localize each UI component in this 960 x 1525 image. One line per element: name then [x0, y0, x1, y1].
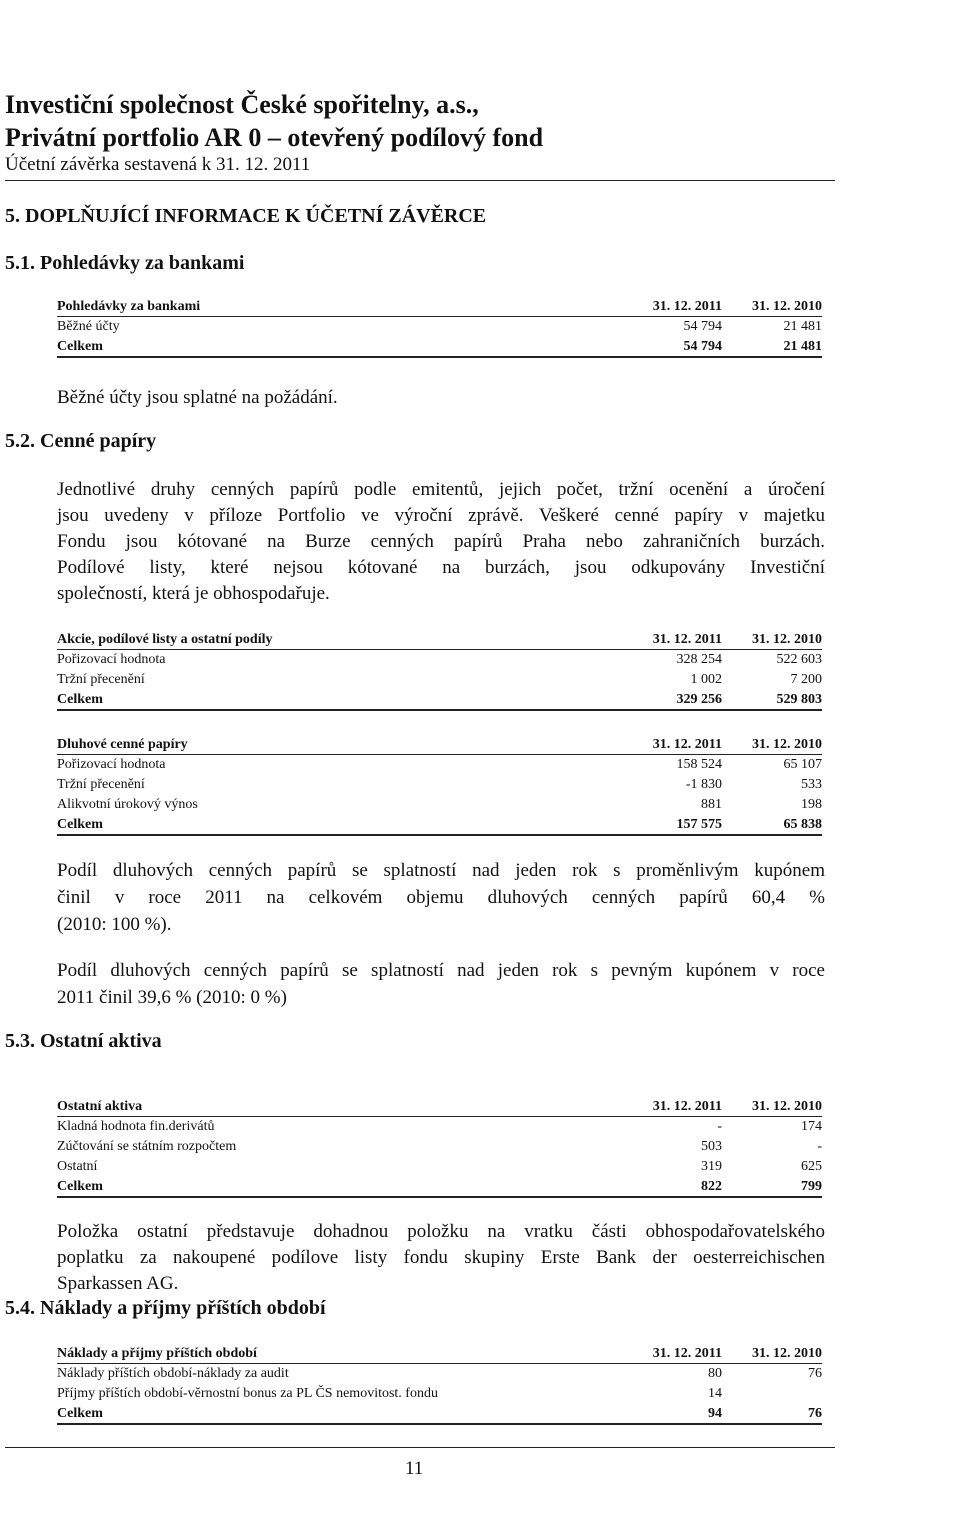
- table-cell: 157 575: [597, 815, 722, 836]
- table-cell: 158 524: [676, 757, 722, 772]
- section-5-title: 5. DOPLŇUJÍCÍ INFORMACE K ÚČETNÍ ZÁVĚRCE: [5, 205, 487, 227]
- fixed-coupon-paragraph: [57, 957, 825, 1011]
- table-row: [57, 317, 822, 337]
- paragraph-line: společností, která je obhospodařuje.: [57, 583, 330, 604]
- table-header-cell: 31. 12. 2011: [597, 297, 722, 317]
- table-header-cell: 31. 12. 2011: [597, 1344, 722, 1364]
- table-header-cell: 31. 12. 2010: [722, 297, 822, 317]
- table-cell: 54 794: [683, 319, 722, 334]
- table-header-cell: 31. 12. 2011: [597, 1097, 722, 1117]
- paragraph-line: Fondu jsou kótované na Burze cenných papírů Praha nebo zahraničních burzách.: [57, 531, 825, 552]
- paragraph-line: Sparkassen AG.: [57, 1273, 179, 1294]
- table-cell: Celkem: [57, 815, 597, 836]
- securities-paragraph: [57, 477, 825, 607]
- variable-coupon-paragraph: [57, 857, 825, 938]
- paragraph-line: Podíl dluhových cenných papírů se splatností nad jeden rok s proměnlivým kupónem: [57, 860, 825, 881]
- table-cell: 76: [808, 1366, 822, 1381]
- table-cell: 80: [708, 1366, 722, 1381]
- table-header-cell: 31. 12. 2011: [597, 630, 722, 650]
- paragraph-line: Podíl dluhových cenných papírů se splatností nad jeden rok s pevným kupónem v roce: [57, 960, 825, 981]
- table-row: [57, 1364, 822, 1384]
- table-cell: -: [817, 1139, 822, 1154]
- table-cell: Kladná hodnota fin.derivátů: [57, 1119, 215, 1134]
- table-row: [57, 755, 822, 775]
- table-cell: Běžné účty: [57, 319, 120, 334]
- equity-table: [57, 630, 822, 711]
- table-cell: 174: [801, 1119, 822, 1134]
- section-5-1-title: 5.1. Pohledávky za bankami: [5, 252, 245, 274]
- fund-title: Privátní portfolio AR 0 – otevřený podílový fond: [5, 123, 544, 152]
- header-rule: [5, 180, 835, 181]
- section-5-3-title: 5.3. Ostatní aktiva: [5, 1030, 162, 1052]
- table-cell: Pořizovací hodnota: [57, 652, 166, 667]
- table-cell: 503: [701, 1139, 722, 1154]
- table-cell: 329 256: [597, 690, 722, 711]
- table-cell: Celkem: [57, 1404, 597, 1425]
- table-header-row: [57, 735, 822, 755]
- table-header-row: [57, 1344, 822, 1364]
- paragraph-line: Podílové listy, které nejsou kótované na burzách, jsou odkupovány Investiční: [57, 557, 825, 578]
- paragraph-line: činil v roce 2011 na celkovém objemu dluhových cenných papírů 60,4 %: [57, 887, 825, 908]
- table-cell: 94: [597, 1404, 722, 1425]
- paragraph-line: (2010: 100 %).: [57, 914, 172, 935]
- footer-rule: [5, 1447, 835, 1448]
- table-cell: -: [717, 1119, 722, 1134]
- paragraph-line: 2011 činil 39,6 % (2010: 0 %): [57, 987, 287, 1008]
- table-header-cell: 31. 12. 2011: [597, 735, 722, 755]
- table-cell: Ostatní: [57, 1159, 98, 1174]
- table-total-row: [57, 815, 822, 836]
- table-cell: 319: [701, 1159, 722, 1174]
- table-cell: 522 603: [776, 652, 822, 667]
- table-cell: 65 107: [783, 757, 822, 772]
- paragraph-line: Položka ostatní představuje dohadnou položku na vratku části obhospodařovatelského: [57, 1221, 825, 1242]
- table-row: [57, 1157, 822, 1177]
- table-cell: [722, 1384, 822, 1404]
- table-header-row: [57, 1097, 822, 1117]
- table-cell: Tržní přecenění: [57, 777, 145, 792]
- table-row: [57, 670, 822, 690]
- table-cell: Celkem: [57, 1177, 597, 1198]
- table-row: [57, 795, 822, 815]
- page-number: 11: [405, 1458, 424, 1479]
- table-cell: 7 200: [790, 672, 822, 687]
- table-header-cell: Akcie, podílové listy a ostatní podíly: [57, 630, 597, 650]
- table-cell: 1 002: [690, 672, 722, 687]
- table-cell: Náklady příštích období-náklady za audit: [57, 1366, 289, 1381]
- company-title: Investiční společnost České spořitelny, a.s.,: [5, 90, 479, 119]
- table-header-row: [57, 297, 822, 317]
- table-header-cell: 31. 12. 2010: [722, 1097, 822, 1117]
- table-header-cell: Dluhové cenné papíry: [57, 735, 597, 755]
- table-cell: 21 481: [722, 337, 822, 358]
- table-cell: Příjmy příštích období-věrnostní bonus za PL ČS nemovitost. fondu: [57, 1386, 438, 1401]
- table-header-cell: Náklady a příjmy příštích období: [57, 1344, 597, 1364]
- table-total-row: [57, 690, 822, 711]
- table-cell: 14: [708, 1386, 722, 1401]
- table-header-cell: Ostatní aktiva: [57, 1097, 597, 1117]
- table-cell: 822: [597, 1177, 722, 1198]
- table-cell: 799: [722, 1177, 822, 1198]
- table-cell: Celkem: [57, 337, 597, 358]
- section-5-2-title: 5.2. Cenné papíry: [5, 430, 157, 452]
- table-row: [57, 1117, 822, 1137]
- bank-receivables-table: [57, 297, 822, 358]
- table-header-cell: 31. 12. 2010: [722, 1344, 822, 1364]
- table-cell: 533: [801, 777, 822, 792]
- table-row: [57, 650, 822, 670]
- table-cell: 198: [801, 797, 822, 812]
- table-total-row: [57, 1177, 822, 1198]
- table-total-row: [57, 337, 822, 358]
- debt-securities-table: [57, 735, 822, 836]
- table-cell: Celkem: [57, 690, 597, 711]
- table-cell: 65 838: [722, 815, 822, 836]
- paragraph-line: jsou uvedeny v příloze Portfolio ve výroční zprávě. Veškeré cenné papíry v majetku: [57, 505, 825, 526]
- table-cell: Tržní přecenění: [57, 672, 145, 687]
- other-assets-table: [57, 1097, 822, 1198]
- table-cell: 625: [801, 1159, 822, 1174]
- table-cell: -1 830: [685, 777, 722, 792]
- bank-accounts-note: Běžné účty jsou splatné na požádání.: [57, 387, 338, 408]
- table-row: [57, 1384, 822, 1404]
- table-header-cell: 31. 12. 2010: [722, 735, 822, 755]
- table-cell: 328 254: [676, 652, 722, 667]
- paragraph-line: poplatku za nakoupené podílove listy fondu skupiny Erste Bank der oesterreichischen: [57, 1247, 825, 1268]
- table-row: [57, 1137, 822, 1157]
- table-cell: Pořizovací hodnota: [57, 757, 166, 772]
- paragraph-line: Jednotlivé druhy cenných papírů podle emitentů, jejich počet, tržní ocenění a úročení: [57, 479, 825, 500]
- table-header-cell: 31. 12. 2010: [722, 630, 822, 650]
- table-header-cell: Pohledávky za bankami: [57, 297, 597, 317]
- table-row: [57, 775, 822, 795]
- report-subtitle: Účetní závěrka sestavená k 31. 12. 2011: [5, 154, 311, 175]
- table-cell: 881: [701, 797, 722, 812]
- other-assets-paragraph: [57, 1219, 825, 1297]
- table-cell: Alikvotní úrokový výnos: [57, 797, 198, 812]
- table-cell: Zúčtování se státním rozpočtem: [57, 1139, 237, 1154]
- table-cell: 21 481: [783, 319, 822, 334]
- table-cell: 529 803: [722, 690, 822, 711]
- section-5-4-title: 5.4. Náklady a příjmy příštích období: [5, 1297, 326, 1319]
- accruals-table: [57, 1344, 822, 1425]
- table-total-row: [57, 1404, 822, 1425]
- table-cell: 76: [722, 1404, 822, 1425]
- table-header-row: [57, 630, 822, 650]
- table-cell: 54 794: [597, 337, 722, 358]
